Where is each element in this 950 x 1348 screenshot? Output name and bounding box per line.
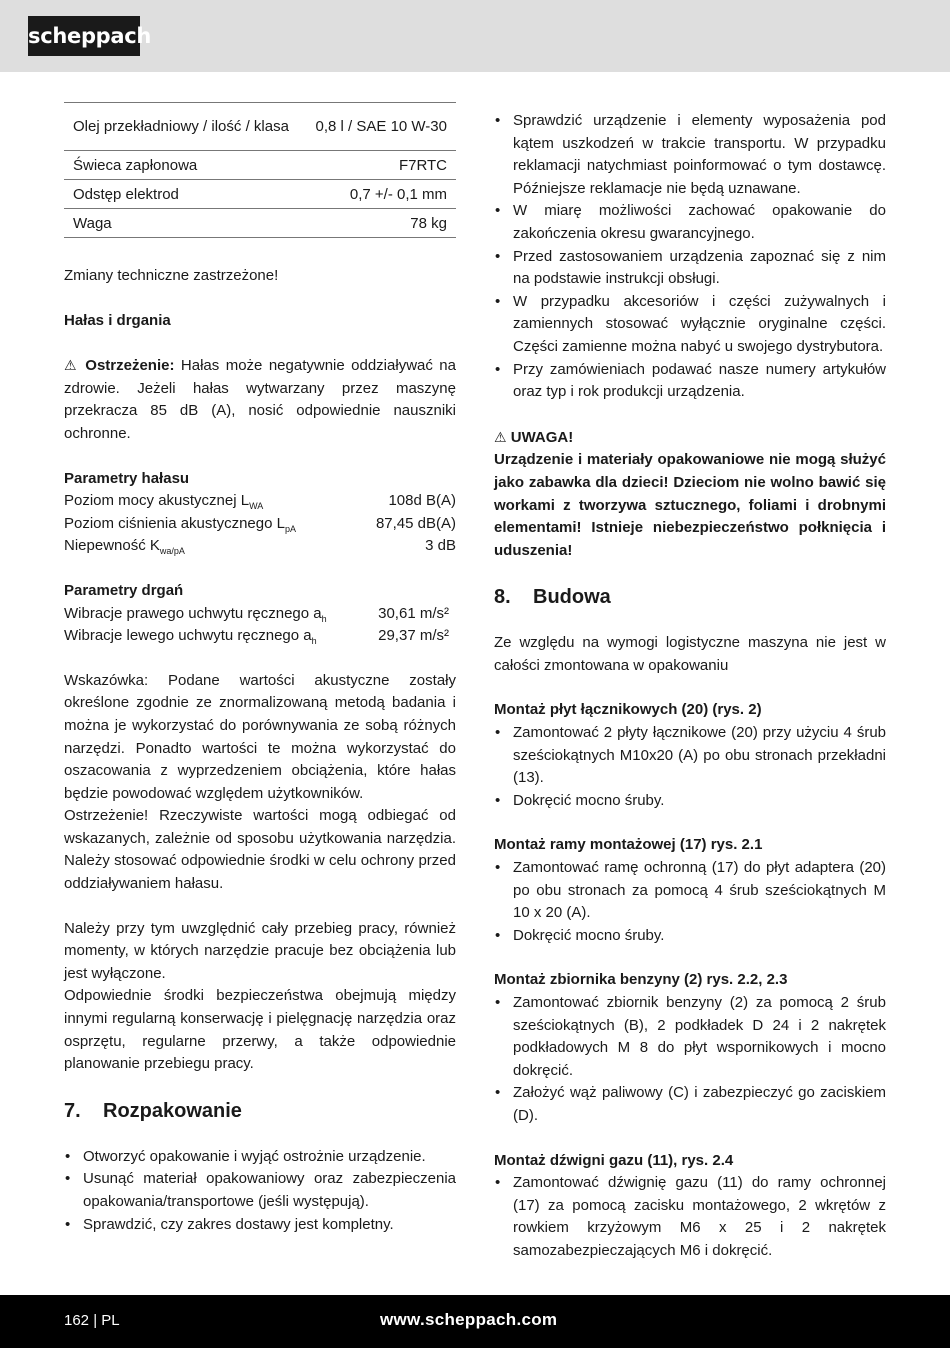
list-item: • Zamontować zbiornik benzyny (2) za pomocą 2 śrub sześciokątnych (B), 2 podkładek D 24 i 2 nakrętek podkładowych M 8 do płyt wspornikowych i mocno dokręcić. — [494, 992, 886, 1082]
attention-title: ⚠ UWAGA! — [494, 428, 574, 446]
list-item: • W przypadku akcesoriów i części zużywalnych i zamiennych stosować wyłącznie oryginalne części. Części zamienne można nabyć u swojego dystrybutora. — [494, 291, 886, 359]
spec-label: Olej przekładniowy / ilość / klasa — [64, 103, 303, 151]
right-column — [494, 110, 886, 1263]
left-column — [64, 102, 456, 1236]
list-item: • Zamontować ramę ochronną (17) do płyt adaptera (20) po obu stronach za pomocą 4 śrub sześciokątnych M 10 x 20 (A). — [494, 857, 886, 925]
page-number: 162 | PL — [64, 1312, 120, 1329]
safety-measures: Odpowiednie środki bezpieczeństwa obejmują między innymi regularną konserwację i pielęgnację narzędzia oraz osprzętu, regularne przerwy, a także odpowiednie planowanie przebiegu pracy. — [64, 987, 456, 1073]
warning-text: Hałas może negatywnie oddziaływać na zdrowie. Jeżeli hałas wytwarzany przez maszynę przekracza 85 dB (A), nosić odpowiednie nauszniki ochronne. — [64, 357, 456, 442]
work-cycle-note: Należy przy tym uwzględnić cały przebieg pracy, również momenty, w których narzędzie pracuje bez obciążenia lub jest wyłączone. — [64, 919, 456, 982]
noise-param-row — [64, 490, 456, 513]
spec-label: Waga — [64, 209, 303, 238]
list-item: • Otworzyć opakowanie i wyjąć ostrożnie urządzenie. — [64, 1146, 456, 1169]
list-item: • Sprawdzić urządzenie i elementy wyposażenia pod kątem uszkodzeń w trakcie transportu. W przypadku reklamacji natychmiast poinformować o tym dostawcę. Późniejsze reklamacje nie będą uznawane. — [494, 110, 886, 200]
noise-params-heading: Parametry hałasu — [64, 469, 190, 487]
list-item: • Przed zastosowaniem urządzenia zapoznać się z nim na podstawie instrukcji obsługi. — [494, 246, 886, 291]
spec-row — [64, 103, 456, 151]
list-item: • Założyć wąż paliwowy (C) i zabezpieczyć go zaciskiem (D). — [494, 1082, 886, 1127]
noise-heading: Hałas i drgania — [64, 311, 171, 329]
list-item: • Przy zamówieniach podawać nasze numery artykułów oraz typ i rok produkcji urządzenia. — [494, 359, 886, 404]
spec-row — [64, 151, 456, 180]
attention-text: Urządzenie i materiały opakowaniowe nie mogą służyć jako zabawka dla dzieci! Dzieciom nie wolno bawić się workami z tworzywa sztucznego, foliami i drobnymi elementami! Istnieje niebezpieczeństwo połknięcia i uduszenia! — [494, 451, 886, 559]
tank-list — [494, 992, 886, 1128]
spec-value: F7RTC — [303, 151, 456, 180]
vib-params-heading: Parametry drgań — [64, 581, 184, 599]
spec-label: Odstęp elektrod — [64, 180, 303, 209]
list-item: • Zamontować 2 płyty łącznikowe (20) przy użyciu 4 śrub sześciokątnych M10x20 (A) po obu stronach przekładni (13). — [494, 722, 886, 790]
list-item: • Usunąć materiał opakowaniowy oraz zabezpieczenia opakowania/transportowe (jeśli występują). — [64, 1168, 456, 1213]
page-footer — [0, 1295, 950, 1348]
list-item: • Dokręcić mocno śruby. — [494, 925, 886, 948]
vib-param-row — [64, 603, 449, 626]
throttle-list — [494, 1172, 886, 1262]
spec-label: Świeca zapłonowa — [64, 151, 303, 180]
noise-param-row — [64, 535, 456, 558]
warning-label: Ostrzeżenie: — [85, 357, 175, 375]
plates-heading: Montaż płyt łącznikowych (20) (rys. 2) — [494, 701, 762, 719]
plates-list — [494, 722, 886, 812]
spec-row — [64, 209, 456, 238]
list-item: • Dokręcić mocno śruby. — [494, 790, 886, 813]
warning-triangle-icon: ⚠ — [494, 428, 507, 445]
frame-list — [494, 857, 886, 947]
param-label: Wibracje prawego uchwytu ręcznego $a_h$ — [64, 604, 327, 624]
param-label: Wibracje lewego uchwytu ręcznego $a_h$ — [64, 627, 317, 647]
param-value: 30,61 m/s² — [378, 604, 449, 622]
spec-row — [64, 180, 456, 209]
page-header — [0, 0, 950, 72]
list-item: • Sprawdzić, czy zakres dostawy jest kompletny. — [64, 1214, 456, 1237]
spec-table — [64, 102, 456, 238]
param-label: Niepewność $K_{wa/pA}$ — [64, 537, 185, 557]
list-item: • Zamontować dźwignię gazu (11) do ramy ochronnej (17) za pomocą zacisku montażowego, 2 wkrętów z rowkiem krzyżowym M6 x 25 i 2 nakrętek samozabezpieczających M6 i dokręcić. — [494, 1172, 886, 1262]
list-item: • W miarę możliwości zachować opakowanie do zakończenia okresu gwarancyjnego. — [494, 200, 886, 245]
vib-param-row — [64, 625, 449, 648]
spec-value: 0,7 +/- 0,1 mm — [303, 180, 456, 209]
spec-value: 0,8 l / SAE 10 W-30 — [303, 103, 456, 151]
warning-triangle-icon: ⚠ — [64, 357, 79, 374]
noise-warning — [64, 354, 456, 445]
check-list — [494, 110, 886, 404]
noise-param-row — [64, 513, 456, 536]
param-label: Poziom ciśnienia akustycznego $L_{pA}$ — [64, 514, 296, 534]
assembly-intro: Ze względu na wymogi logistyczne maszyna nie jest w całości zmontowana w opakowaniu — [494, 634, 886, 674]
param-label: Poziom mocy akustycznej $L_{WA}$ — [64, 492, 264, 512]
tank-heading: Montaż zbiornika benzyny (2) rys. 2.2, 2.3 — [494, 971, 788, 989]
acoustic-caution: Ostrzeżenie! Rzeczywiste wartości mogą odbiegać od wskazanych, zależnie od sposobu użytkowania narzędzia. Należy stosować odpowiednie środki w celu ochrony przed oddziaływaniem hałasu. — [64, 807, 456, 893]
unpack-list — [64, 1146, 456, 1236]
tech-note: Zmiany techniczne zastrzeżone! — [64, 267, 279, 284]
acoustic-hint: Wskazówka: Podane wartości akustyczne zostały określone zgodnie ze znormalizowaną metodą badania i można je wykorzystać do porównywania ze sobą różnych narzędzi. Ponadto wartości te można wykorzystać do oszacowania z wyprzedzeniem obciążenia, które hałas będzie powodować względem użytkowników. — [64, 671, 456, 802]
param-value: 3 dB — [425, 537, 456, 555]
section-7-heading: 7. Rozpakowanie — [64, 1099, 242, 1122]
throttle-heading: Montaż dźwigni gazu (11), rys. 2.4 — [494, 1151, 734, 1169]
scheppach-logo: scheppach — [28, 16, 140, 56]
param-value: 29,37 m/s² — [378, 627, 449, 645]
section-8-heading: 8. Budowa — [494, 586, 611, 609]
frame-heading: Montaż ramy montażowej (17) rys. 2.1 — [494, 836, 763, 854]
website-url: www.scheppach.com — [380, 1310, 558, 1329]
spec-value: 78 kg — [303, 209, 456, 238]
param-value: 87,45 dB(A) — [375, 514, 456, 532]
param-value: 108d B(A) — [388, 492, 456, 510]
